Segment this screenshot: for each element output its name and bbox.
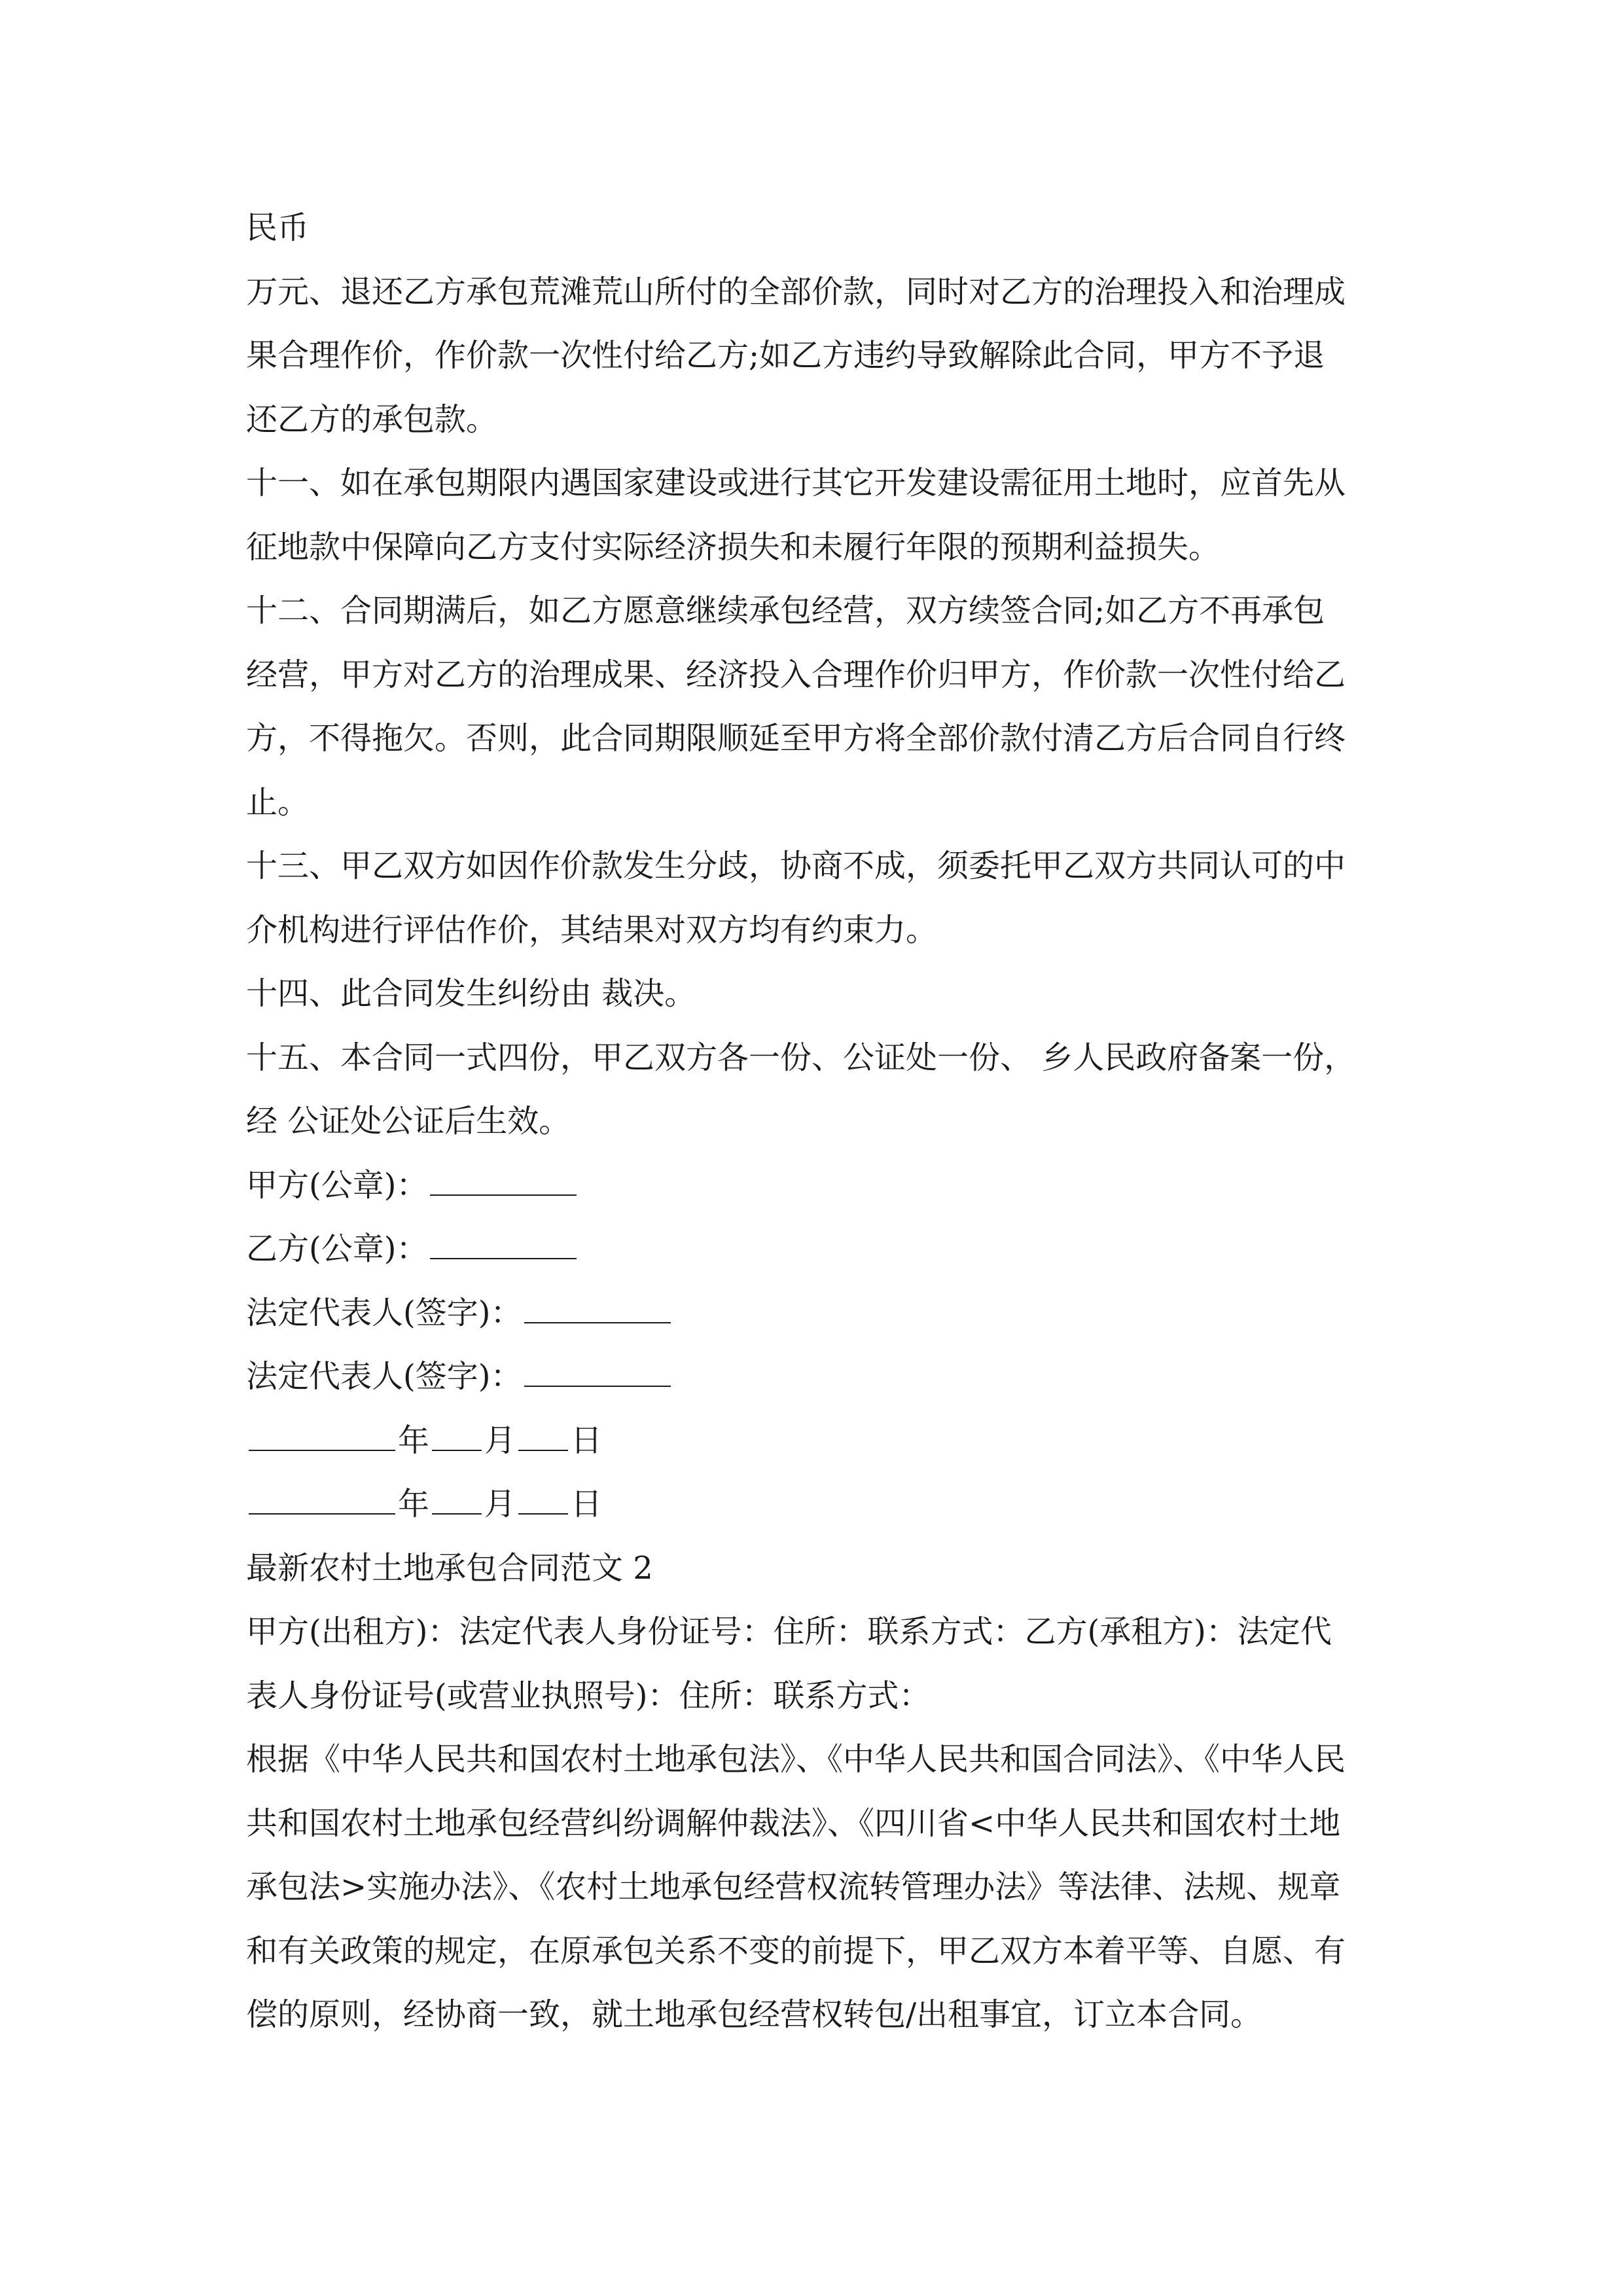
party-a-seal-blank (430, 1166, 577, 1196)
text-line: 征地款中保障向乙方支付实际经济损失和未履行年限的预期利益损失。 (246, 528, 1221, 565)
legal-rep-label-1: 法定代表人(签字)： (246, 1294, 522, 1331)
text-line: 十五、本合同一式四份，甲乙双方各一份、公证处一份、 乡人民政府备案一份， (246, 1039, 1356, 1076)
text-line: 承包法>实施办法》、《农村土地承包经营权流转管理办法》等法律、法规、规章 (246, 1869, 1341, 1905)
year-blank (249, 1421, 395, 1451)
text-line: 表人身份证号(或营业执照号)：住所：联系方式： (246, 1677, 931, 1714)
party-b-seal-label: 乙方(公章)： (246, 1230, 428, 1267)
text-line: 十一、如在承包期限内遇国家建设或进行其它开发建设需征用土地时，应首先从 (246, 465, 1346, 501)
text-line: 经营，甲方对乙方的治理成果、经济投入合理作价归甲方，作价款一次性付给乙 (246, 656, 1346, 693)
month-blank (432, 1484, 482, 1515)
legal-rep-blank-1 (524, 1293, 671, 1323)
month-blank (432, 1421, 482, 1451)
text-line: 十四、此合同发生纠纷由 裁决。 (246, 975, 696, 1012)
text-line: 经 公证处公证后生效。 (246, 1103, 571, 1139)
day-label: 日 (571, 1422, 603, 1459)
text-line: 和有关政策的规定，在原承包关系不变的前提下，甲乙双方本着平等、自愿、有 (246, 1932, 1346, 1969)
section-title: 最新农村土地承包合同范文 2 (246, 1549, 653, 1587)
party-a-seal-label: 甲方(公章)： (246, 1166, 428, 1204)
text-line: 共和国农村土地承包经营纠纷调解仲裁法》、《四川省<中华人民共和国农村土地 (246, 1804, 1341, 1842)
text-line: 还乙方的承包款。 (246, 401, 498, 438)
year-label: 年 (398, 1486, 430, 1522)
legal-rep-blank-2 (524, 1357, 671, 1387)
document-body (246, 196, 1378, 2047)
month-label: 月 (484, 1422, 516, 1459)
month-label: 月 (484, 1486, 516, 1522)
day-blank (518, 1484, 568, 1515)
text-line: 民币 (246, 209, 310, 246)
party-b-seal-line (246, 1217, 1378, 1282)
year-blank (249, 1484, 395, 1515)
text-line: 果合理作价，作价款一次性付给乙方;如乙方违约导致解除此合同，甲方不予退 (246, 337, 1325, 374)
legal-rep-label-2: 法定代表人(签字)： (246, 1358, 522, 1395)
date-line-2 (246, 1473, 1378, 1537)
day-blank (518, 1421, 568, 1451)
date-line-1 (246, 1409, 1378, 1473)
text-line: 万元、退还乙方承包荒滩荒山所付的全部价款，同时对乙方的治理投入和治理成 (246, 273, 1346, 310)
party-a-seal-line (246, 1154, 1378, 1218)
text-line: 介机构进行评估作价，其结果对双方均有约束力。 (246, 911, 938, 948)
legal-rep-line-1 (246, 1282, 1378, 1346)
text-line: 甲方(出租方)：法定代表人身份证号：住所：联系方式：乙方(承租方)：法定代 (246, 1613, 1332, 1650)
text-line: 偿的原则，经协商一致，就土地承包经营权转包/出租事宜，订立本合同。 (246, 1996, 1262, 2033)
text-line: 根据《中华人民共和国农村土地承包法》、《中华人民共和国合同法》、《中华人民 (246, 1741, 1346, 1778)
day-label: 日 (571, 1486, 603, 1522)
party-b-seal-blank (430, 1229, 577, 1259)
year-label: 年 (398, 1422, 430, 1459)
text-line: 止。 (246, 783, 310, 821)
text-line: 方，不得拖欠。否则，此合同期限顺延至甲方将全部价款付清乙方后合同自行终 (246, 720, 1346, 757)
text-line: 十二、合同期满后，如乙方愿意继续承包经营，双方续签合同;如乙方不再承包 (246, 592, 1325, 629)
text-line: 十三、甲乙双方如因作价款发生分歧，协商不成，须委托甲乙双方共同认可的中 (246, 848, 1346, 884)
legal-rep-line-2 (246, 1345, 1378, 1409)
